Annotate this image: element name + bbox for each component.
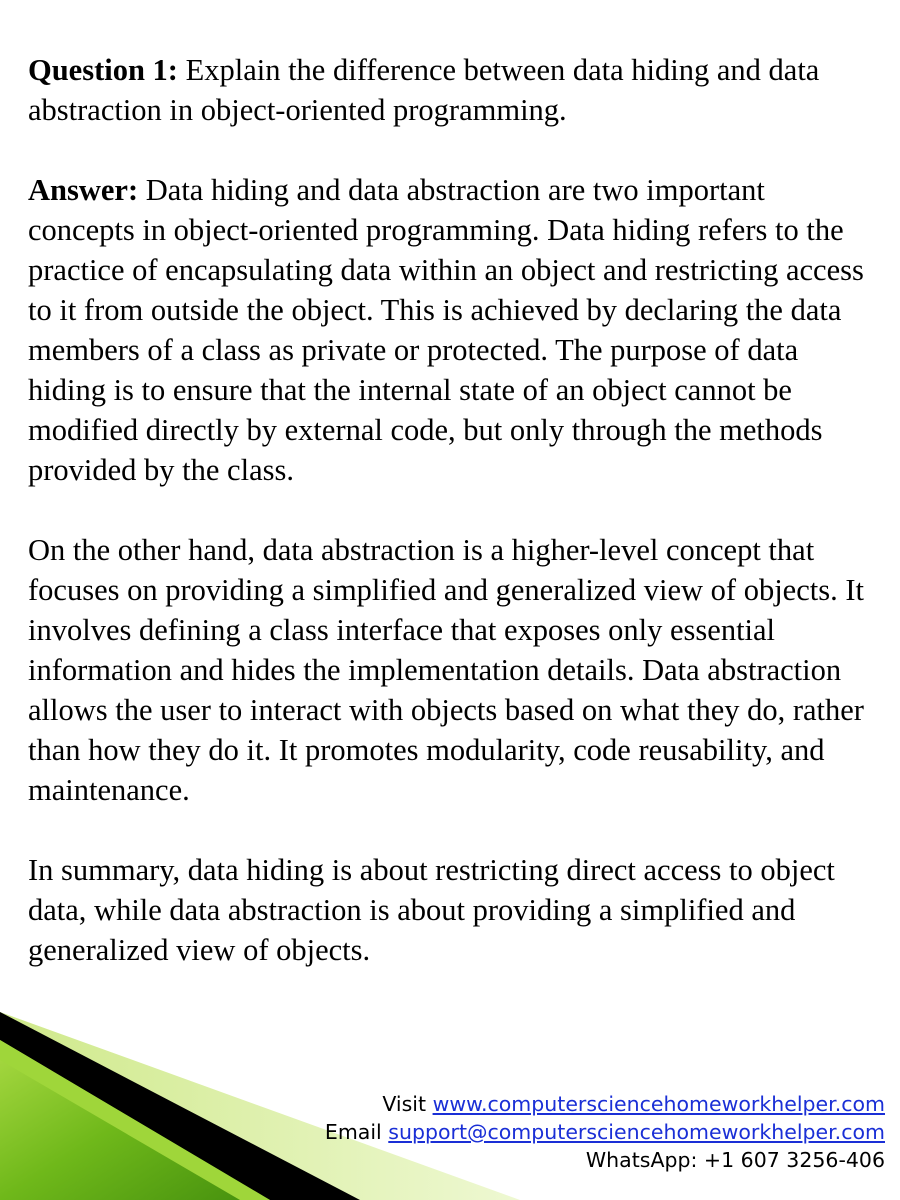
- abstraction-paragraph: On the other hand, data abstraction is a higher-level concept that focuses on providing a simplified and generalized view of objects. It involves defining a class interface that exposes only essential information and hides the implementation details. Data abstraction allows the user to interact with objects based on what they do, rather than how they do it. It promotes modularity, code reusability, and maintenance.: [28, 533, 864, 807]
- main-text-block: [28, 50, 878, 970]
- visit-line: [325, 1090, 885, 1118]
- visit-label: Visit: [382, 1092, 433, 1116]
- whatsapp-line: WhatsApp: +1 607 3256-406: [585, 1148, 885, 1172]
- email-link[interactable]: support@computersciencehomeworkhelper.com: [388, 1120, 885, 1144]
- question-text: Explain the difference between data hiding and data abstraction in object-oriented programming.: [28, 53, 820, 127]
- answer-text: Data hiding and data abstraction are two important concepts in object-oriented programming. Data hiding refers to the practice of encapsulating data within an object and restricting access to it from outside the object. This is achieved by declaring the data members of a class as private or protected. The purpose of data hiding is to ensure that the internal state of an object cannot be modified directly by external code, but only through the methods provided by the class.: [28, 173, 864, 487]
- question-paragraph: [28, 50, 878, 130]
- email-label: Email: [324, 1120, 389, 1144]
- question-label: Question 1:: [28, 53, 178, 87]
- answer-paragraph: [28, 170, 878, 490]
- summary-paragraph: In summary, data hiding is about restricting direct access to object data, while data abstraction is about providing a simplified and generalized view of objects.: [28, 853, 835, 967]
- answer-label: Answer:: [28, 173, 139, 207]
- website-link[interactable]: www.computersciencehomeworkhelper.com: [432, 1092, 885, 1116]
- contact-footer: [325, 1090, 885, 1174]
- email-line: [325, 1118, 885, 1146]
